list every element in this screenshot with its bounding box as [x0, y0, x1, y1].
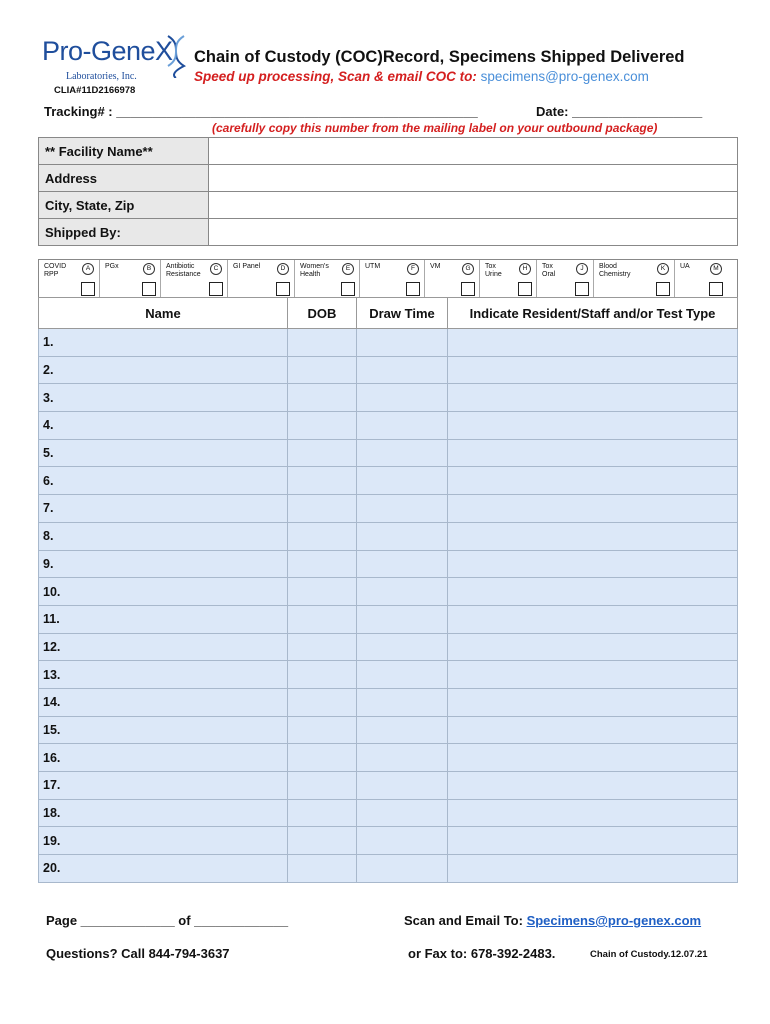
clia-number: CLIA#11D2166978 [54, 85, 136, 96]
table-row [39, 412, 738, 440]
row-number-name-cell[interactable]: 4. [39, 412, 288, 440]
test-type-cell[interactable] [448, 799, 738, 827]
test-letter: G [462, 263, 474, 275]
draw-time-cell[interactable] [357, 384, 448, 412]
test-checkbox[interactable] [341, 282, 355, 296]
draw-time-cell[interactable] [357, 522, 448, 550]
table-row [39, 550, 738, 578]
test-type-cell[interactable] [448, 329, 738, 357]
test-type-cell[interactable] [448, 550, 738, 578]
test-checkbox[interactable] [81, 282, 95, 296]
draw-time-cell[interactable] [357, 550, 448, 578]
row-number-name-cell[interactable]: 20. [39, 855, 288, 883]
test-option [594, 260, 675, 298]
test-option [537, 260, 594, 298]
draw-time-cell[interactable] [357, 578, 448, 606]
scan-label: Scan and Email To: [404, 913, 527, 928]
date-field[interactable]: Date: __________________ [536, 104, 703, 119]
dob-cell[interactable] [288, 716, 357, 744]
row-number-name-cell[interactable]: 14. [39, 688, 288, 716]
draw-time-cell[interactable] [357, 799, 448, 827]
subtitle [194, 69, 649, 84]
table-row [39, 439, 738, 467]
test-label: COVID RPP [44, 263, 67, 278]
table-row [39, 827, 738, 855]
row-number-name-cell[interactable]: 8. [39, 522, 288, 550]
dob-cell[interactable] [288, 772, 357, 800]
test-label: Blood Chemistry [599, 263, 631, 278]
logo-text: Pro-GeneX [42, 36, 173, 66]
table-row [39, 578, 738, 606]
dob-cell[interactable] [288, 356, 357, 384]
facility-row [39, 138, 738, 165]
test-label: Tox Urine [485, 263, 502, 278]
test-type-cell[interactable] [448, 605, 738, 633]
test-label: VM [430, 263, 441, 270]
dob-cell[interactable] [288, 384, 357, 412]
row-number-name-cell[interactable]: 3. [39, 384, 288, 412]
table-row [39, 772, 738, 800]
draw-time-cell[interactable] [357, 688, 448, 716]
test-checkbox[interactable] [461, 282, 475, 296]
row-number-name-cell[interactable]: 1. [39, 329, 288, 357]
facility-row [39, 165, 738, 192]
test-checkbox[interactable] [406, 282, 420, 296]
test-letter: F [407, 263, 419, 275]
facility-row [39, 192, 738, 219]
fax-number: or Fax to: 678-392-2483. [408, 946, 556, 961]
table-row [39, 356, 738, 384]
draw-time-cell[interactable] [357, 439, 448, 467]
table-row [39, 522, 738, 550]
test-option [39, 260, 100, 298]
page-number-field[interactable]: Page _____________ of _____________ [46, 913, 289, 928]
scan-email-line [404, 913, 701, 928]
address-input[interactable] [209, 165, 738, 192]
address-label: Address [39, 165, 209, 192]
test-checkbox[interactable] [142, 282, 156, 296]
table-row [39, 744, 738, 772]
row-number-name-cell[interactable]: 17. [39, 772, 288, 800]
table-row [39, 716, 738, 744]
dob-cell[interactable] [288, 412, 357, 440]
draw-time-cell[interactable] [357, 412, 448, 440]
test-option [360, 260, 425, 298]
test-letter: J [576, 263, 588, 275]
dob-cell[interactable] [288, 495, 357, 523]
row-number-name-cell[interactable]: 12. [39, 633, 288, 661]
test-type-cell[interactable] [448, 855, 738, 883]
table-row [39, 688, 738, 716]
test-type-cell[interactable] [448, 356, 738, 384]
test-checkbox[interactable] [209, 282, 223, 296]
test-checkbox[interactable] [276, 282, 290, 296]
draw-time-cell[interactable] [357, 855, 448, 883]
dob-cell[interactable] [288, 467, 357, 495]
test-letter: B [143, 263, 155, 275]
page-title: Chain of Custody (COC)Record, Specimens Shipped Delivered [194, 48, 685, 66]
table-row [39, 495, 738, 523]
test-option [228, 260, 295, 298]
dob-cell[interactable] [288, 827, 357, 855]
draw-time-cell[interactable] [357, 661, 448, 689]
dob-cell[interactable] [288, 550, 357, 578]
draw-time-cell[interactable] [357, 716, 448, 744]
form-version: Chain of Custody.12.07.21 [590, 949, 708, 960]
facility-name-input[interactable] [209, 138, 738, 165]
draw-time-cell[interactable] [357, 495, 448, 523]
test-letter: K [657, 263, 669, 275]
draw-time-cell[interactable] [357, 827, 448, 855]
test-letter: D [277, 263, 289, 275]
test-option [425, 260, 480, 298]
row-number-name-cell[interactable]: 15. [39, 716, 288, 744]
shipped-by-label: Shipped By: [39, 219, 209, 246]
row-number-name-cell[interactable]: 7. [39, 495, 288, 523]
row-number-name-cell[interactable]: 11. [39, 605, 288, 633]
test-options [38, 259, 738, 299]
row-number-name-cell[interactable]: 10. [39, 578, 288, 606]
test-type-cell[interactable] [448, 439, 738, 467]
column-header-name: Name [39, 298, 288, 329]
city-state-zip-label: City, State, Zip [39, 192, 209, 219]
row-number-name-cell[interactable]: 18. [39, 799, 288, 827]
test-option [100, 260, 161, 298]
table-row [39, 661, 738, 689]
subtitle-text: Speed up processing, Scan & email COC to: [194, 69, 481, 84]
draw-time-cell[interactable] [357, 605, 448, 633]
table-row [39, 855, 738, 883]
questions-phone: Questions? Call 844-794-3637 [46, 946, 230, 961]
test-letter: C [210, 263, 222, 275]
subtitle-email-link[interactable]: specimens@pro-genex.com [480, 69, 649, 84]
table-row [39, 384, 738, 412]
row-number-name-cell[interactable]: 9. [39, 550, 288, 578]
table-row [39, 799, 738, 827]
test-letter: A [82, 263, 94, 275]
test-type-cell[interactable] [448, 772, 738, 800]
test-type-cell[interactable] [448, 384, 738, 412]
test-letter: E [342, 263, 354, 275]
city-state-zip-input[interactable] [209, 192, 738, 219]
dob-cell[interactable] [288, 799, 357, 827]
test-label: Tox Oral [542, 263, 556, 278]
row-number-name-cell[interactable]: 13. [39, 661, 288, 689]
row-number-name-cell[interactable]: 2. [39, 356, 288, 384]
draw-time-cell[interactable] [357, 772, 448, 800]
column-header-draw-time: Draw Time [357, 298, 448, 329]
test-type-cell[interactable] [448, 688, 738, 716]
row-number-name-cell[interactable]: 19. [39, 827, 288, 855]
dob-cell[interactable] [288, 439, 357, 467]
dob-cell[interactable] [288, 688, 357, 716]
dob-cell[interactable] [288, 522, 357, 550]
test-type-cell[interactable] [448, 827, 738, 855]
shipped-by-input[interactable] [209, 219, 738, 246]
scan-email-link[interactable]: Specimens@pro-genex.com [526, 913, 702, 928]
test-checkbox[interactable] [575, 282, 589, 296]
dob-cell[interactable] [288, 633, 357, 661]
test-checkbox[interactable] [709, 282, 723, 296]
test-letter: H [519, 263, 531, 275]
column-header-test-type: Indicate Resident/Staff and/or Test Type [448, 298, 738, 329]
dob-cell[interactable] [288, 329, 357, 357]
test-label: UTM [365, 263, 381, 270]
row-number-name-cell[interactable]: 16. [39, 744, 288, 772]
test-label: UA [680, 263, 690, 270]
draw-time-cell[interactable] [357, 744, 448, 772]
table-row [39, 605, 738, 633]
table-row [39, 329, 738, 357]
facility-row [39, 219, 738, 246]
company-logo [42, 36, 187, 100]
dob-cell[interactable] [288, 855, 357, 883]
row-number-name-cell[interactable]: 5. [39, 439, 288, 467]
test-option [161, 260, 228, 298]
test-option [675, 260, 727, 298]
specimen-table [38, 297, 738, 883]
table-row [39, 633, 738, 661]
tracking-field[interactable]: Tracking# : __________________________________________________ [44, 104, 478, 119]
test-type-cell[interactable] [448, 633, 738, 661]
dna-helix-icon [164, 34, 188, 78]
test-label: Antibiotic Resistance [166, 263, 201, 278]
dob-cell[interactable] [288, 605, 357, 633]
dob-cell[interactable] [288, 578, 357, 606]
test-type-cell[interactable] [448, 467, 738, 495]
test-type-cell[interactable] [448, 744, 738, 772]
test-letter: M [710, 263, 722, 275]
specimen-rows [39, 329, 738, 883]
dob-cell[interactable] [288, 744, 357, 772]
table-header-row [39, 298, 738, 329]
test-label: PGx [105, 263, 119, 270]
test-option [480, 260, 537, 298]
table-row [39, 467, 738, 495]
test-type-cell[interactable] [448, 661, 738, 689]
draw-time-cell[interactable] [357, 633, 448, 661]
test-label: Women's Health [300, 263, 329, 278]
draw-time-cell[interactable] [357, 356, 448, 384]
draw-time-cell[interactable] [357, 467, 448, 495]
test-type-cell[interactable] [448, 578, 738, 606]
test-option [295, 260, 360, 298]
facility-table [38, 137, 738, 246]
draw-time-cell[interactable] [357, 329, 448, 357]
tracking-note: (carefully copy this number from the mailing label on your outbound package) [212, 121, 658, 135]
test-checkbox[interactable] [518, 282, 532, 296]
test-type-cell[interactable] [448, 522, 738, 550]
test-label: GI Panel [233, 263, 261, 270]
dob-cell[interactable] [288, 661, 357, 689]
test-checkbox[interactable] [656, 282, 670, 296]
logo-subtitle: Laboratories, Inc. [66, 71, 137, 82]
facility-name-label: ** Facility Name** [39, 138, 209, 165]
row-number-name-cell[interactable]: 6. [39, 467, 288, 495]
test-type-cell[interactable] [448, 716, 738, 744]
column-header-dob: DOB [288, 298, 357, 329]
test-type-cell[interactable] [448, 412, 738, 440]
test-type-cell[interactable] [448, 495, 738, 523]
